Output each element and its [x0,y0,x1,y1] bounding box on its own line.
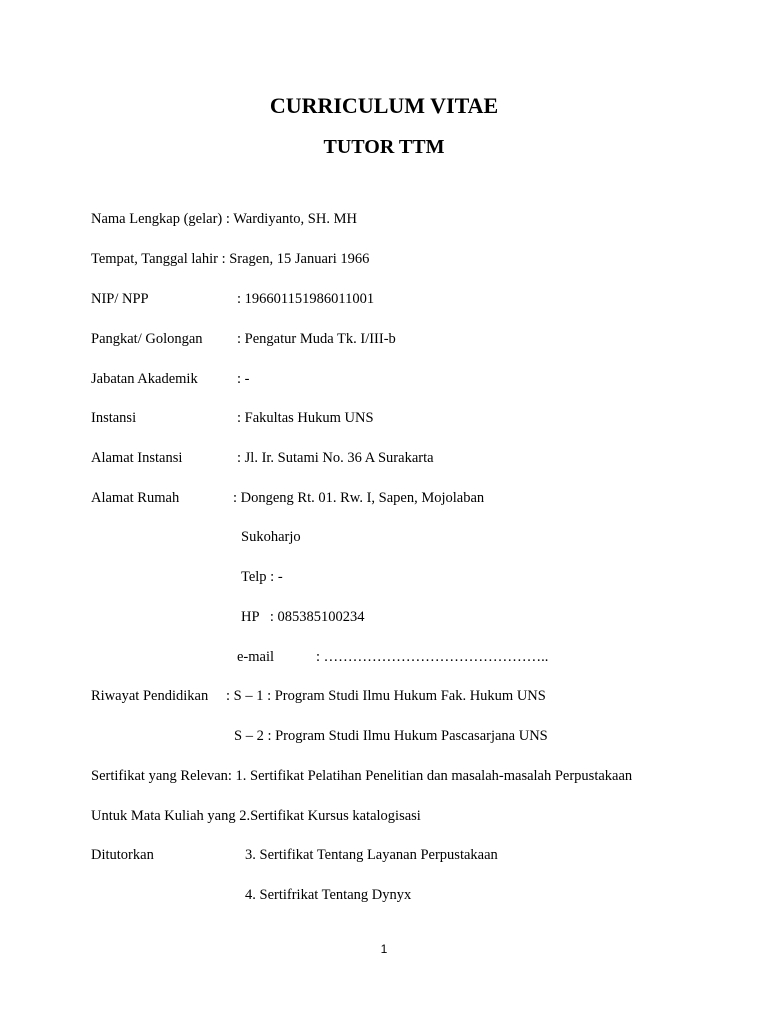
field-nip-value: : 196601151986011001 [237,291,375,307]
field-email-label: e-mail [237,649,275,665]
field-instansi-value: : Fakultas Hukum UNS [237,410,374,426]
field-sertifikat-item4: 4. Sertifrikat Tentang Dynyx [245,887,412,903]
field-nip-label: NIP/ NPP [91,291,149,307]
field-ttl: Tempat, Tanggal lahir : Sragen, 15 Januari 1966 [91,251,370,267]
field-pangkat-label: Pangkat/ Golongan [91,331,203,347]
field-riwayat-s1: : S – 1 : Program Studi Ilmu Hukum Fak. Hukum UNS [226,688,546,704]
field-riwayat-s2: S – 2 : Program Studi Ilmu Hukum Pascasarjana UNS [234,728,548,744]
field-alamat-instansi-value: : Jl. Ir. Sutami No. 36 A Surakarta [237,450,434,466]
field-email-value: : ……………………………………….. [316,649,549,665]
field-riwayat-label: Riwayat Pendidikan [91,688,209,704]
field-sertifikat-line1: Sertifikat yang Relevan: 1. Sertifikat Pelatihan Penelitian dan masalah-masalah Perpustakaan [91,768,633,784]
field-hp: HP : 085385100234 [241,609,365,625]
field-sertifikat-item3: 3. Sertifikat Tentang Layanan Perpustakaan [245,847,498,863]
field-sertifikat-line2: Untuk Mata Kuliah yang 2.Sertifikat Kursus katalogisasi [91,808,421,824]
document-subtitle: TUTOR TTM [323,136,445,158]
field-alamat-rumah-line2: Sukoharjo [241,529,301,545]
field-telp: Telp : - [241,569,283,585]
document-title: CURRICULUM VITAE [269,93,499,118]
field-alamat-rumah-label: Alamat Rumah [91,490,180,506]
field-jabatan-label: Jabatan Akademik [91,371,198,387]
field-sertifikat-label3: Ditutorkan [91,847,154,863]
field-jabatan-value: : - [237,371,250,387]
field-nama: Nama Lengkap (gelar) : Wardiyanto, SH. MH [91,211,357,227]
field-alamat-rumah-value: : Dongeng Rt. 01. Rw. I, Sapen, Mojolaban [233,490,485,506]
field-alamat-instansi-label: Alamat Instansi [91,450,183,466]
field-instansi-label: Instansi [91,410,137,426]
field-pangkat-value: : Pengatur Muda Tk. I/III-b [237,331,396,347]
page-number: 1 [380,942,388,956]
